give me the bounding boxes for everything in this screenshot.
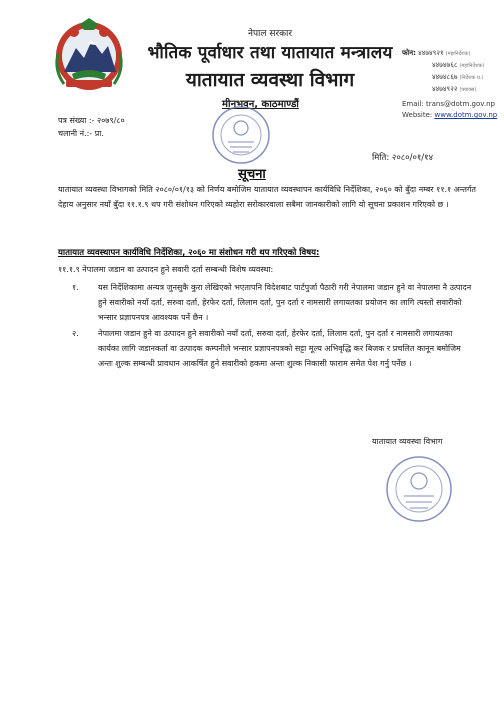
contact-block xyxy=(402,48,502,121)
phone-label: फोन: xyxy=(402,49,416,57)
ministry-name: भौतिक पूर्वाधार तथा यातायात मन्त्रालय xyxy=(147,43,393,63)
list-item xyxy=(72,326,472,371)
phone-note: (निर्देशक प्र.) xyxy=(459,75,484,81)
list-item-text: नेपालमा जडान हुने वा उत्पादन हुने सवारीको नयाँ दर्ता, सरुवा दर्ता, हेरफेर दर्ता, लिलाम दर्ता, पुन दर्ता र नामसारी लगायतका कार्यका लागि जडानकर्ता वा उत्पादक कम्पनीले भन्सार प्रज्ञापनपत्रको सट्टा मूल्य अभिवृद्धि कर बिजक र प्रचलित कानून बमोजिम अन्तः शुल्क सम्बन्धी प्रावधान आकर्षित हुने सवारीको हकमा अन्तः शुल्क निकासी फाराम समेत पेश गर्नु पर्नेछ । xyxy=(98,329,461,368)
notice-date: मिति: २०८०/०१/१४ xyxy=(372,153,433,163)
phone-row xyxy=(402,60,502,72)
intro-paragraph: यातायात व्यवस्था विभागको मिति २०८०/०१/१३ को निर्णय बमोजिम यातायात व्यवस्थापन कार्यविधि निर्देशिका, २०६० को बुँदा नम्बर ११.१ अन्तर्गत देहाय अनुसार नयाँ बुँदा ११.१.९ थप गरी संशोधन गरिएको व्यहोरा सरोकारवाला सबैमा जानकारीको लागि यो सूचना प्रकाशन गरिएको छ । xyxy=(58,185,476,209)
phone-row xyxy=(402,48,502,60)
amendment-subheading: यातायात व्यवस्थापन कार्यविधि निर्देशिका, २०६० मा संशोधन गरी थप गरिएको विषय: xyxy=(58,248,320,258)
office-location: मीनभवन, काठमाण्डौं xyxy=(222,99,299,110)
website-row xyxy=(402,110,502,121)
notice-title: सूचना xyxy=(238,167,266,182)
signature-department: यातायात व्यवस्था विभाग xyxy=(372,437,443,446)
website-label: Website: xyxy=(402,111,433,119)
clause-lead: ११.१.९ नेपालमा जडान वा उत्पादन हुने सवारी दर्ता सम्बन्धी विशेष व्यवस्था: xyxy=(58,265,274,274)
office-seal-icon xyxy=(210,104,272,166)
list-item-text: यस निर्देशिकामा अन्यत्र जुनसुकै कुरा लेखिएको भएतापनि विदेशबाट पार्टपुर्जा पैठारी गरी नेपालमा जडान हुने वा नेपालमा नै उत्पादन हुने सवारीको नयाँ दर्ता, सरुवा दर्ता, हेरफेर दर्ता, लिलाम दर्ता, पुन दर्ता र नामसारी लगायतका प्रयोजन का लागि त्यस्तो सवारीको भन्सार प्रज्ञापनपत्र आवश्यक पर्ने छैन । xyxy=(98,283,472,322)
phone-number: ४४७४८६७ xyxy=(432,73,458,81)
phone-note: (महानिर्देशक) xyxy=(445,51,471,57)
list-item-number: २. xyxy=(72,329,79,338)
office-seal-icon xyxy=(384,454,454,524)
phone-row xyxy=(402,84,502,96)
website-link[interactable]: www.dotm.gov.np xyxy=(434,111,498,119)
email-text: Email: trans@dotm.gov.np xyxy=(402,100,495,108)
phone-number: ४४७४९२२ xyxy=(432,85,458,93)
department-name: यातायात व्यवस्था विभाग xyxy=(185,69,355,91)
dispatch-number: चलानी नं.:- प्रा. xyxy=(58,129,104,138)
list-item xyxy=(72,280,472,325)
nepal-emblem-icon xyxy=(50,14,128,94)
phone-row xyxy=(402,72,502,84)
letter-number: पत्र संख्या :- २०७९/८० xyxy=(58,116,125,125)
phone-number: ४४७४९२१ xyxy=(418,49,444,57)
phone-note: (फ्याक्स) xyxy=(459,87,477,93)
phone-number: ४४७४७६८ xyxy=(432,61,458,69)
list-item-number: १. xyxy=(72,283,79,292)
government-name: नेपाल सरकार xyxy=(247,29,293,39)
phone-note: (महानिर्देशक) xyxy=(459,63,485,69)
